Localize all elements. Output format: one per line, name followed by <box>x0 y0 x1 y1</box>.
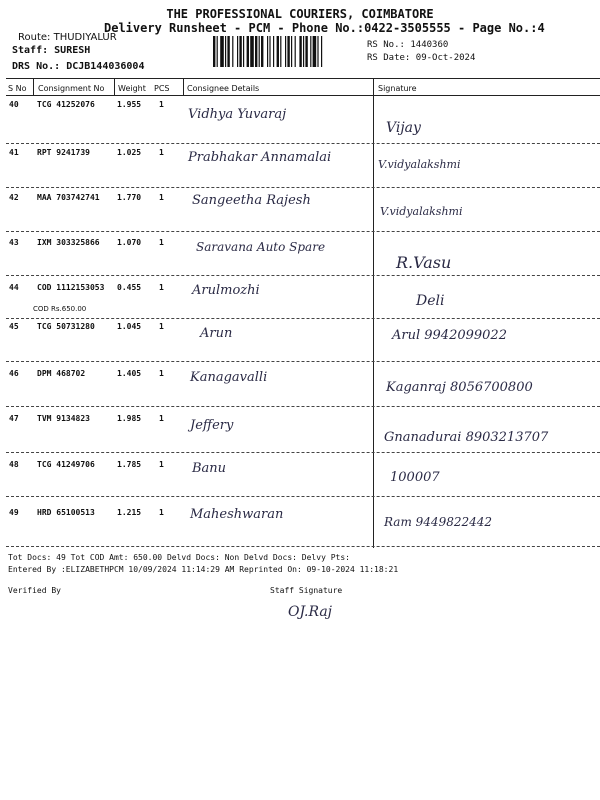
row-sno: 44 <box>9 283 19 292</box>
row-sno: 47 <box>9 414 19 423</box>
rs-date-label: RS Date: <box>367 53 411 63</box>
row-separator <box>6 452 600 453</box>
row-separator <box>6 231 600 232</box>
route-label: Route: <box>18 32 51 43</box>
row-consignment: MAA 703742741 <box>37 193 100 202</box>
row-cod-note: COD Rs.650.00 <box>33 305 87 313</box>
row-separator <box>6 546 600 547</box>
row-signature-handwritten: Gnanadurai 8903213707 <box>384 430 549 445</box>
column-header-consignee: Consignee Details <box>187 84 260 93</box>
row-pcs: 1 <box>159 460 164 469</box>
row-consignment: HRD 65100513 <box>37 508 95 517</box>
row-sno: 49 <box>9 508 19 517</box>
row-consignment: RPT 9241739 <box>37 148 90 157</box>
row-weight: 1.215 <box>117 508 142 517</box>
col-divider-signature <box>373 78 374 548</box>
row-signature-handwritten: Ram 9449822442 <box>384 515 493 529</box>
row-signature-handwritten: V.vidyalakshmi <box>378 158 461 171</box>
staff-value: SURESH <box>54 45 91 56</box>
row-sno: 40 <box>9 100 19 109</box>
row-weight: 0.455 <box>117 283 142 292</box>
row-pcs: 1 <box>159 148 164 157</box>
row-sno: 42 <box>9 193 19 202</box>
rs-date-field <box>367 53 475 63</box>
drs-field <box>12 61 144 72</box>
row-weight: 1.025 <box>117 148 142 157</box>
row-pcs: 1 <box>159 193 164 202</box>
row-weight: 1.405 <box>117 369 142 378</box>
staff-signature-handwritten: OJ.Raj <box>288 604 333 620</box>
row-weight: 1.985 <box>117 414 142 423</box>
row-signature-handwritten: Deli <box>416 293 445 309</box>
row-weight: 1.955 <box>117 100 142 109</box>
col-divider <box>33 78 34 95</box>
row-signature-handwritten: V.vidyalakshmi <box>380 205 463 218</box>
table-top-rule <box>6 78 600 79</box>
row-consignment: TCG 50731280 <box>37 322 95 331</box>
row-weight: 1.785 <box>117 460 142 469</box>
col-divider <box>183 78 184 95</box>
row-signature-handwritten: 100007 <box>390 470 440 485</box>
rs-no-label: RS No.: <box>367 40 405 50</box>
page-title: THE PROFESSIONAL COURIERS, COIMBATORE <box>166 7 434 21</box>
row-signature-handwritten: Vijay <box>386 120 421 136</box>
row-sno: 46 <box>9 369 19 378</box>
row-consignment: TCG 41252076 <box>37 100 95 109</box>
rs-no-field <box>367 40 448 50</box>
row-separator <box>6 361 600 362</box>
page-subtitle: Delivery Runsheet - PCM - Phone No.:0422-3505555 - Page No.:4 <box>104 21 545 35</box>
entered-by-line: Entered By :ELIZABETHPCM 10/09/2024 11:14:29 AM Reprinted On: 09-10-2024 11:18:21 <box>8 565 399 574</box>
row-consignee-handwritten: Jeffery <box>190 418 234 433</box>
row-consignee-handwritten: Kanagavalli <box>190 370 268 385</box>
staff-field <box>12 45 90 56</box>
row-consignment: COD 1112153053 <box>37 283 105 292</box>
row-consignment: TCG 41249706 <box>37 460 95 469</box>
totals-line: Tot Docs: 49 Tot COD Amt: 650.00 Delvd Docs: Non Delvd Docs: Delvy Pts: <box>8 553 350 562</box>
row-consignment: TVM 9134823 <box>37 414 90 423</box>
column-header-pcs: PCS <box>154 84 170 93</box>
column-header-consignment: Consignment No <box>38 84 105 93</box>
row-weight: 1.045 <box>117 322 142 331</box>
row-signature-handwritten: Arul 9942099022 <box>392 328 507 343</box>
col-divider <box>114 78 115 95</box>
row-pcs: 1 <box>159 322 164 331</box>
row-pcs: 1 <box>159 238 164 247</box>
row-separator <box>6 187 600 188</box>
row-sno: 48 <box>9 460 19 469</box>
row-signature-handwritten: Kaganraj 8056700800 <box>386 380 533 395</box>
row-consignment: DPM 468702 <box>37 369 86 378</box>
row-consignee-handwritten: Sangeetha Rajesh <box>192 193 311 208</box>
barcode-image <box>213 36 360 67</box>
row-pcs: 1 <box>159 100 164 109</box>
column-header-sno: S No <box>8 84 27 93</box>
row-consignee-handwritten: Maheshwaran <box>190 507 284 522</box>
row-separator <box>6 496 600 497</box>
row-sno: 41 <box>9 148 19 157</box>
row-sno: 45 <box>9 322 19 331</box>
staff-label: Staff: <box>12 45 49 56</box>
row-weight: 1.070 <box>117 238 142 247</box>
row-separator <box>6 406 600 407</box>
row-separator <box>6 275 600 276</box>
row-separator <box>6 143 600 144</box>
row-consignee-handwritten: Vidhya Yuvaraj <box>188 107 287 122</box>
rs-date-value: 09-Oct-2024 <box>415 53 476 63</box>
row-consignee-handwritten: Prabhakar Annamalai <box>188 150 332 165</box>
staff-signature-label: Staff Signature <box>270 586 343 595</box>
row-signature-handwritten: R.Vasu <box>396 253 452 272</box>
row-pcs: 1 <box>159 369 164 378</box>
row-consignee-handwritten: Arulmozhi <box>192 283 260 298</box>
row-separator <box>6 318 600 319</box>
row-weight: 1.770 <box>117 193 142 202</box>
row-consignee-handwritten: Saravana Auto Spare <box>196 240 326 254</box>
row-consignee-handwritten: Arun <box>200 326 233 341</box>
rs-no-value: 1440360 <box>410 40 449 50</box>
drs-value: DCJB144036004 <box>66 61 145 72</box>
column-header-weight: Weight <box>118 84 146 93</box>
row-consignment: IXM 303325866 <box>37 238 100 247</box>
row-sno: 43 <box>9 238 19 247</box>
column-header-signature: Signature <box>378 84 417 93</box>
row-pcs: 1 <box>159 414 164 423</box>
drs-label: DRS No.: <box>12 61 61 72</box>
route-field <box>18 32 117 43</box>
route-value: THUDIYALUR <box>53 32 117 43</box>
row-consignee-handwritten: Banu <box>192 461 227 476</box>
table-header-rule <box>6 95 600 96</box>
row-pcs: 1 <box>159 508 164 517</box>
verified-by-label: Verified By <box>8 586 61 595</box>
row-pcs: 1 <box>159 283 164 292</box>
